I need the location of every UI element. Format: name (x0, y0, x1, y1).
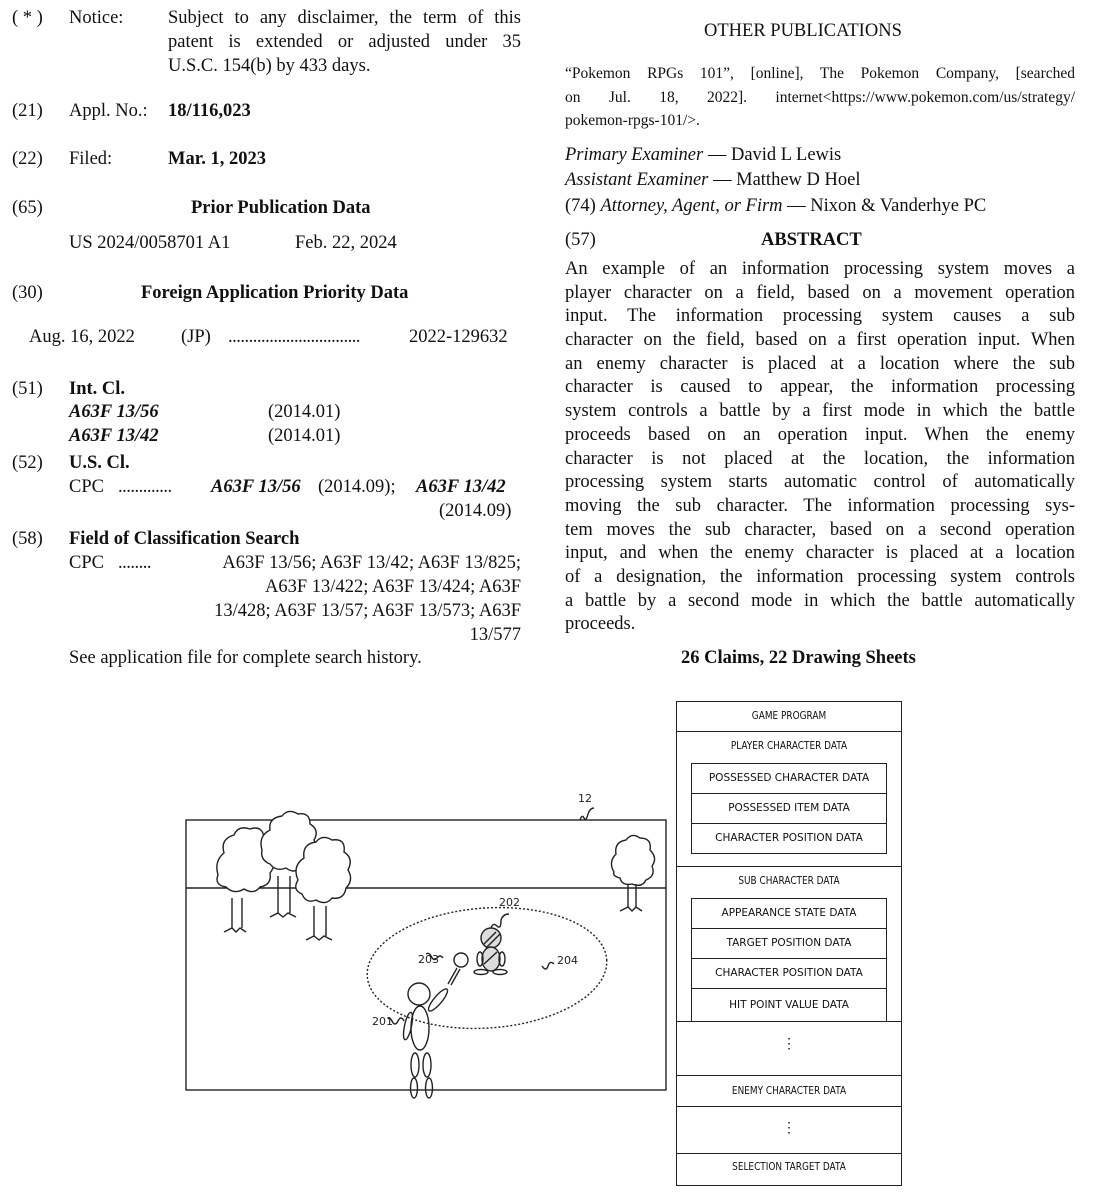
abstract-line: a battle by a second mode in which the battle automatically (565, 590, 1075, 611)
possessed-item-data-block: POSSESSED ITEM DATA (692, 793, 886, 823)
field-search-prefix: CPC (69, 553, 104, 573)
notice-line: patent is extended or adjusted under 35 (168, 32, 521, 52)
prior-pub-date: Feb. 22, 2024 (295, 233, 397, 253)
abstract-line: player character on a field, based on a movement operation (565, 282, 1075, 303)
ellipsis-icon: ⋮ (782, 1037, 796, 1052)
us-cl-dots: ............. (118, 477, 172, 497)
hit-point-value-data-block: HIT POINT VALUE DATA (692, 988, 886, 1021)
assistant-examiner-name: Matthew D Hoel (736, 170, 861, 190)
abstract-line: system controls a battle by a first mode in which the battle (565, 401, 1075, 422)
prior-pub-number: US 2024/0058701 A1 (69, 233, 231, 253)
abstract-body (565, 258, 1075, 637)
appl-no-value: 18/116,023 (168, 101, 251, 121)
sub-character-data-group (691, 898, 887, 1022)
divider (677, 1075, 901, 1076)
field-search-note: See application file for complete search history. (69, 648, 422, 668)
game-program-block: GAME PROGRAM (751, 710, 827, 722)
dash: — (703, 145, 731, 165)
player-character-201-icon (402, 983, 450, 1098)
us-cl-prefix: CPC (69, 477, 104, 497)
int-cl-version: (2014.01) (268, 402, 341, 422)
us-cl-ver1: (2014.09); (318, 477, 396, 497)
notice-label: Notice: (69, 8, 124, 28)
abstract-line: character is not placed at the location, the information (565, 448, 1075, 469)
player-character-data-group (691, 763, 887, 854)
abstract-line: input, and when the enemy character is placed at a location (565, 543, 1075, 564)
notice-line: Subject to any disclaimer, the term of this (168, 8, 521, 28)
abstract-line: An example of an information processing system moves a (565, 259, 1075, 279)
field-search-code: (58) (12, 529, 43, 549)
foreign-country: (JP) (181, 327, 211, 347)
foreign-code: (30) (12, 283, 43, 303)
abstract-line: proceeds. (565, 614, 636, 635)
appearance-state-data-block: APPEARANCE STATE DATA (721, 907, 857, 919)
filed-code: (22) (12, 149, 43, 169)
abstract-line: input. The information processing system causes a sub (565, 306, 1075, 327)
field-search-line: A63F 13/422; A63F 13/424; A63F (265, 577, 521, 597)
ball-203-icon (454, 953, 468, 967)
int-cl-code: (51) (12, 379, 43, 399)
assistant-examiner-label: Assistant Examiner (565, 170, 709, 190)
divider (677, 1021, 901, 1022)
int-cl-version: (2014.01) (268, 426, 341, 446)
other-pubs-heading: OTHER PUBLICATIONS (704, 21, 902, 41)
prior-pub-code: (65) (12, 198, 43, 218)
ref-202-label: 202 (499, 896, 520, 909)
abstract-line: character is caused to appear, the information processing (565, 377, 1075, 398)
appl-no-label: Appl. No.: (69, 101, 148, 121)
us-cl-class1: A63F 13/56 (211, 477, 301, 497)
abstract-heading: ABSTRACT (761, 230, 862, 250)
game-scene-drawing (180, 780, 670, 1100)
us-cl-class2: A63F 13/42 (416, 477, 506, 497)
ellipsis-icon: ⋮ (782, 1121, 796, 1136)
abstract-line: processing system starts automatic control of automatically (565, 472, 1075, 493)
divider (677, 731, 901, 732)
int-cl-class: A63F 13/42 (69, 426, 159, 446)
ref-12-leader (580, 808, 594, 820)
attorney-code: (74) (565, 196, 596, 216)
attorney-name: Nixon & Vanderhye PC (810, 196, 987, 216)
prior-pub-heading: Prior Publication Data (191, 198, 371, 218)
us-cl-ver2: (2014.09) (439, 501, 512, 521)
field-search-dots: ........ (118, 553, 151, 573)
sub-character-data-label: SUB CHARACTER DATA (738, 875, 840, 887)
dash: — (782, 196, 811, 216)
field-search-line: 13/428; A63F 13/57; A63F 13/573; A63F (214, 601, 521, 621)
abstract-line: an enemy character is placed at a location where the sub (565, 353, 1075, 374)
character-position-data-block: CHARACTER POSITION DATA (692, 958, 886, 988)
abstract-line: moving the sub character. The information processing sys- (565, 495, 1075, 516)
abstract-line: of a designation, the information processing system controls (565, 566, 1075, 587)
us-cl-heading: U.S. Cl. (69, 453, 130, 473)
field-search-line: A63F 13/56; A63F 13/42; A63F 13/825; (222, 553, 521, 573)
tree-icon (296, 837, 351, 940)
character-position-data-block: CHARACTER POSITION DATA (692, 823, 886, 853)
possessed-character-data-block: POSSESSED CHARACTER DATA (708, 772, 870, 784)
foreign-dots: ................................ (228, 327, 360, 347)
notice-line: U.S.C. 154(b) by 433 days. (168, 56, 371, 76)
attorney-label: Attorney, Agent, or Firm (600, 196, 783, 216)
sub-character-202-icon (474, 928, 507, 975)
other-pub-line: pokemon-rpgs-101/>. (565, 112, 700, 129)
abstract-code: (57) (565, 230, 596, 250)
other-pub-line: on Jul. 18, 2022]. internet<https://www.pokemon.com/us/strategy/ (565, 88, 1075, 106)
memory-map-diagram (676, 701, 902, 1186)
divider (677, 1106, 901, 1107)
divider (677, 866, 901, 867)
notice-code: ( * ) (12, 8, 43, 28)
selection-target-data-block: SELECTION TARGET DATA (732, 1161, 846, 1173)
int-cl-class: A63F 13/56 (69, 402, 159, 422)
appl-no-code: (21) (12, 101, 43, 121)
ref-204-label: 204 (557, 954, 578, 967)
enemy-character-data-block: ENEMY CHARACTER DATA (731, 1085, 847, 1097)
primary-examiner-name: David L Lewis (730, 145, 842, 165)
player-character-data-label: PLAYER CHARACTER DATA (730, 740, 848, 752)
primary-examiner-label: Primary Examiner (565, 145, 704, 165)
field-search-heading: Field of Classification Search (69, 529, 300, 549)
ref-12-label: 12 (578, 792, 592, 805)
filed-value: Mar. 1, 2023 (168, 149, 266, 169)
foreign-number: 2022-129632 (409, 327, 508, 347)
divider (677, 1153, 901, 1154)
foreign-heading: Foreign Application Priority Data (141, 283, 409, 303)
tree-icon (611, 835, 654, 911)
claims-summary: 26 Claims, 22 Drawing Sheets (681, 648, 916, 668)
int-cl-heading: Int. Cl. (69, 379, 126, 399)
target-position-data-block: TARGET POSITION DATA (692, 928, 886, 958)
us-cl-code: (52) (12, 453, 43, 473)
ref-201-label: 201 (372, 1015, 393, 1028)
abstract-line: proceeds based on an operation input. When the enemy (565, 424, 1075, 445)
other-pub-line: “Pokemon RPGs 101”, [online], The Pokemon Company, [searched (565, 65, 1075, 82)
ref-203-label: 203 (418, 953, 439, 966)
abstract-line: character on the field, based on a first operation input. When (565, 330, 1075, 351)
abstract-line: tem moves the sub character, based on a second operation (565, 519, 1075, 540)
game-scene-figure (180, 780, 670, 1100)
filed-label: Filed: (69, 149, 113, 169)
foreign-date: Aug. 16, 2022 (29, 327, 135, 347)
dash: — (708, 170, 737, 190)
field-search-line: 13/577 (469, 625, 521, 645)
